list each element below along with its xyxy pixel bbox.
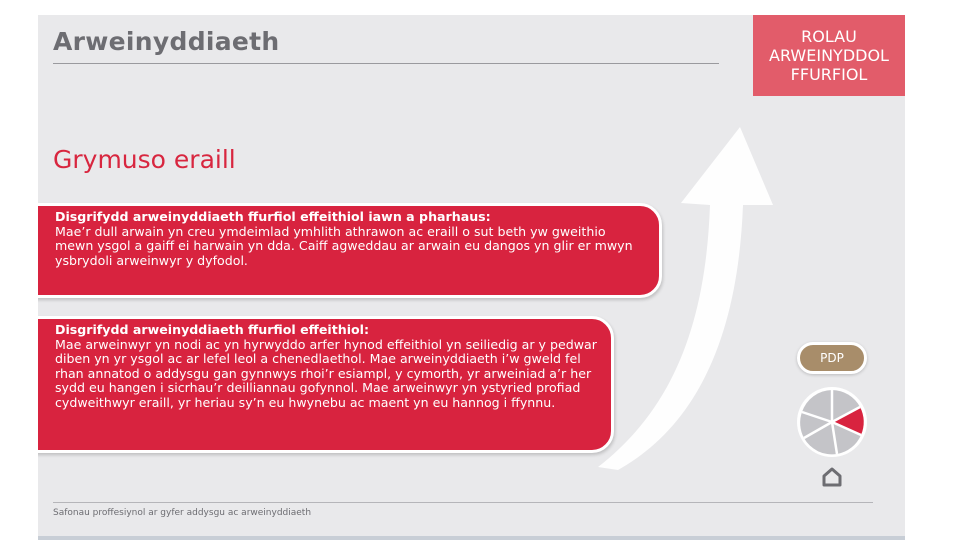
pdp-button[interactable]: PDP — [797, 342, 867, 374]
slide — [38, 15, 905, 536]
footer-divider — [53, 502, 873, 503]
descriptor-card-highly-effective — [38, 203, 662, 298]
role-line-3: FFURFIOL — [790, 65, 868, 84]
role-line-1: ROLAU — [801, 27, 857, 46]
descriptor-card-effective — [38, 316, 614, 453]
card-heading: Disgrifydd arweinyddiaeth ffurfiol effeithiol: — [55, 322, 370, 337]
card-body: Mae arweinwyr yn nodi ac yn hyrwyddo arfer hynod effeithiol yn seiliedig ar y pedwar diben yn yr ysgol ac ar lefel leol a chenedlaethol. Mae arweinyddiaeth i’w gweld fel rhan annatod o addysgu gan gynnwys rhoi’r esiampl, y cymorth, yr arweiniad a’r her sydd eu hangen i sicrhau’r deilliannau gofynnol. Mae arweinwyr yn ystyried profiad cydweithwyr eraill, yr heriau sy’n eu hwynebu ac maent yn eu hannog i ffynnu. — [55, 336, 597, 410]
taskbar-strip — [38, 536, 905, 540]
section-title: Grymuso eraill — [53, 145, 236, 174]
role-line-2: ARWEINYDDOL — [769, 46, 889, 65]
page-title: Arweinyddiaeth — [53, 27, 280, 56]
footer-text: Safonau proffesiynol ar gyfer addysgu ac arweinyddiaeth — [53, 508, 312, 518]
progress-pie-icon[interactable] — [795, 385, 869, 459]
home-icon[interactable] — [821, 467, 843, 487]
card-heading: Disgrifydd arweinyddiaeth ffurfiol effeithiol iawn a pharhaus: — [55, 209, 491, 224]
card-body: Mae’r dull arwain yn creu ymdeimlad ymhlith athrawon ac eraill o sut beth yw gweithio mewn ysgol a gaiff ei harwain yn dda. Caiff agweddau ar arwain eu dangos yn glir er mwyn ysbrydoli arweinwyr y dyfodol. — [55, 223, 633, 268]
